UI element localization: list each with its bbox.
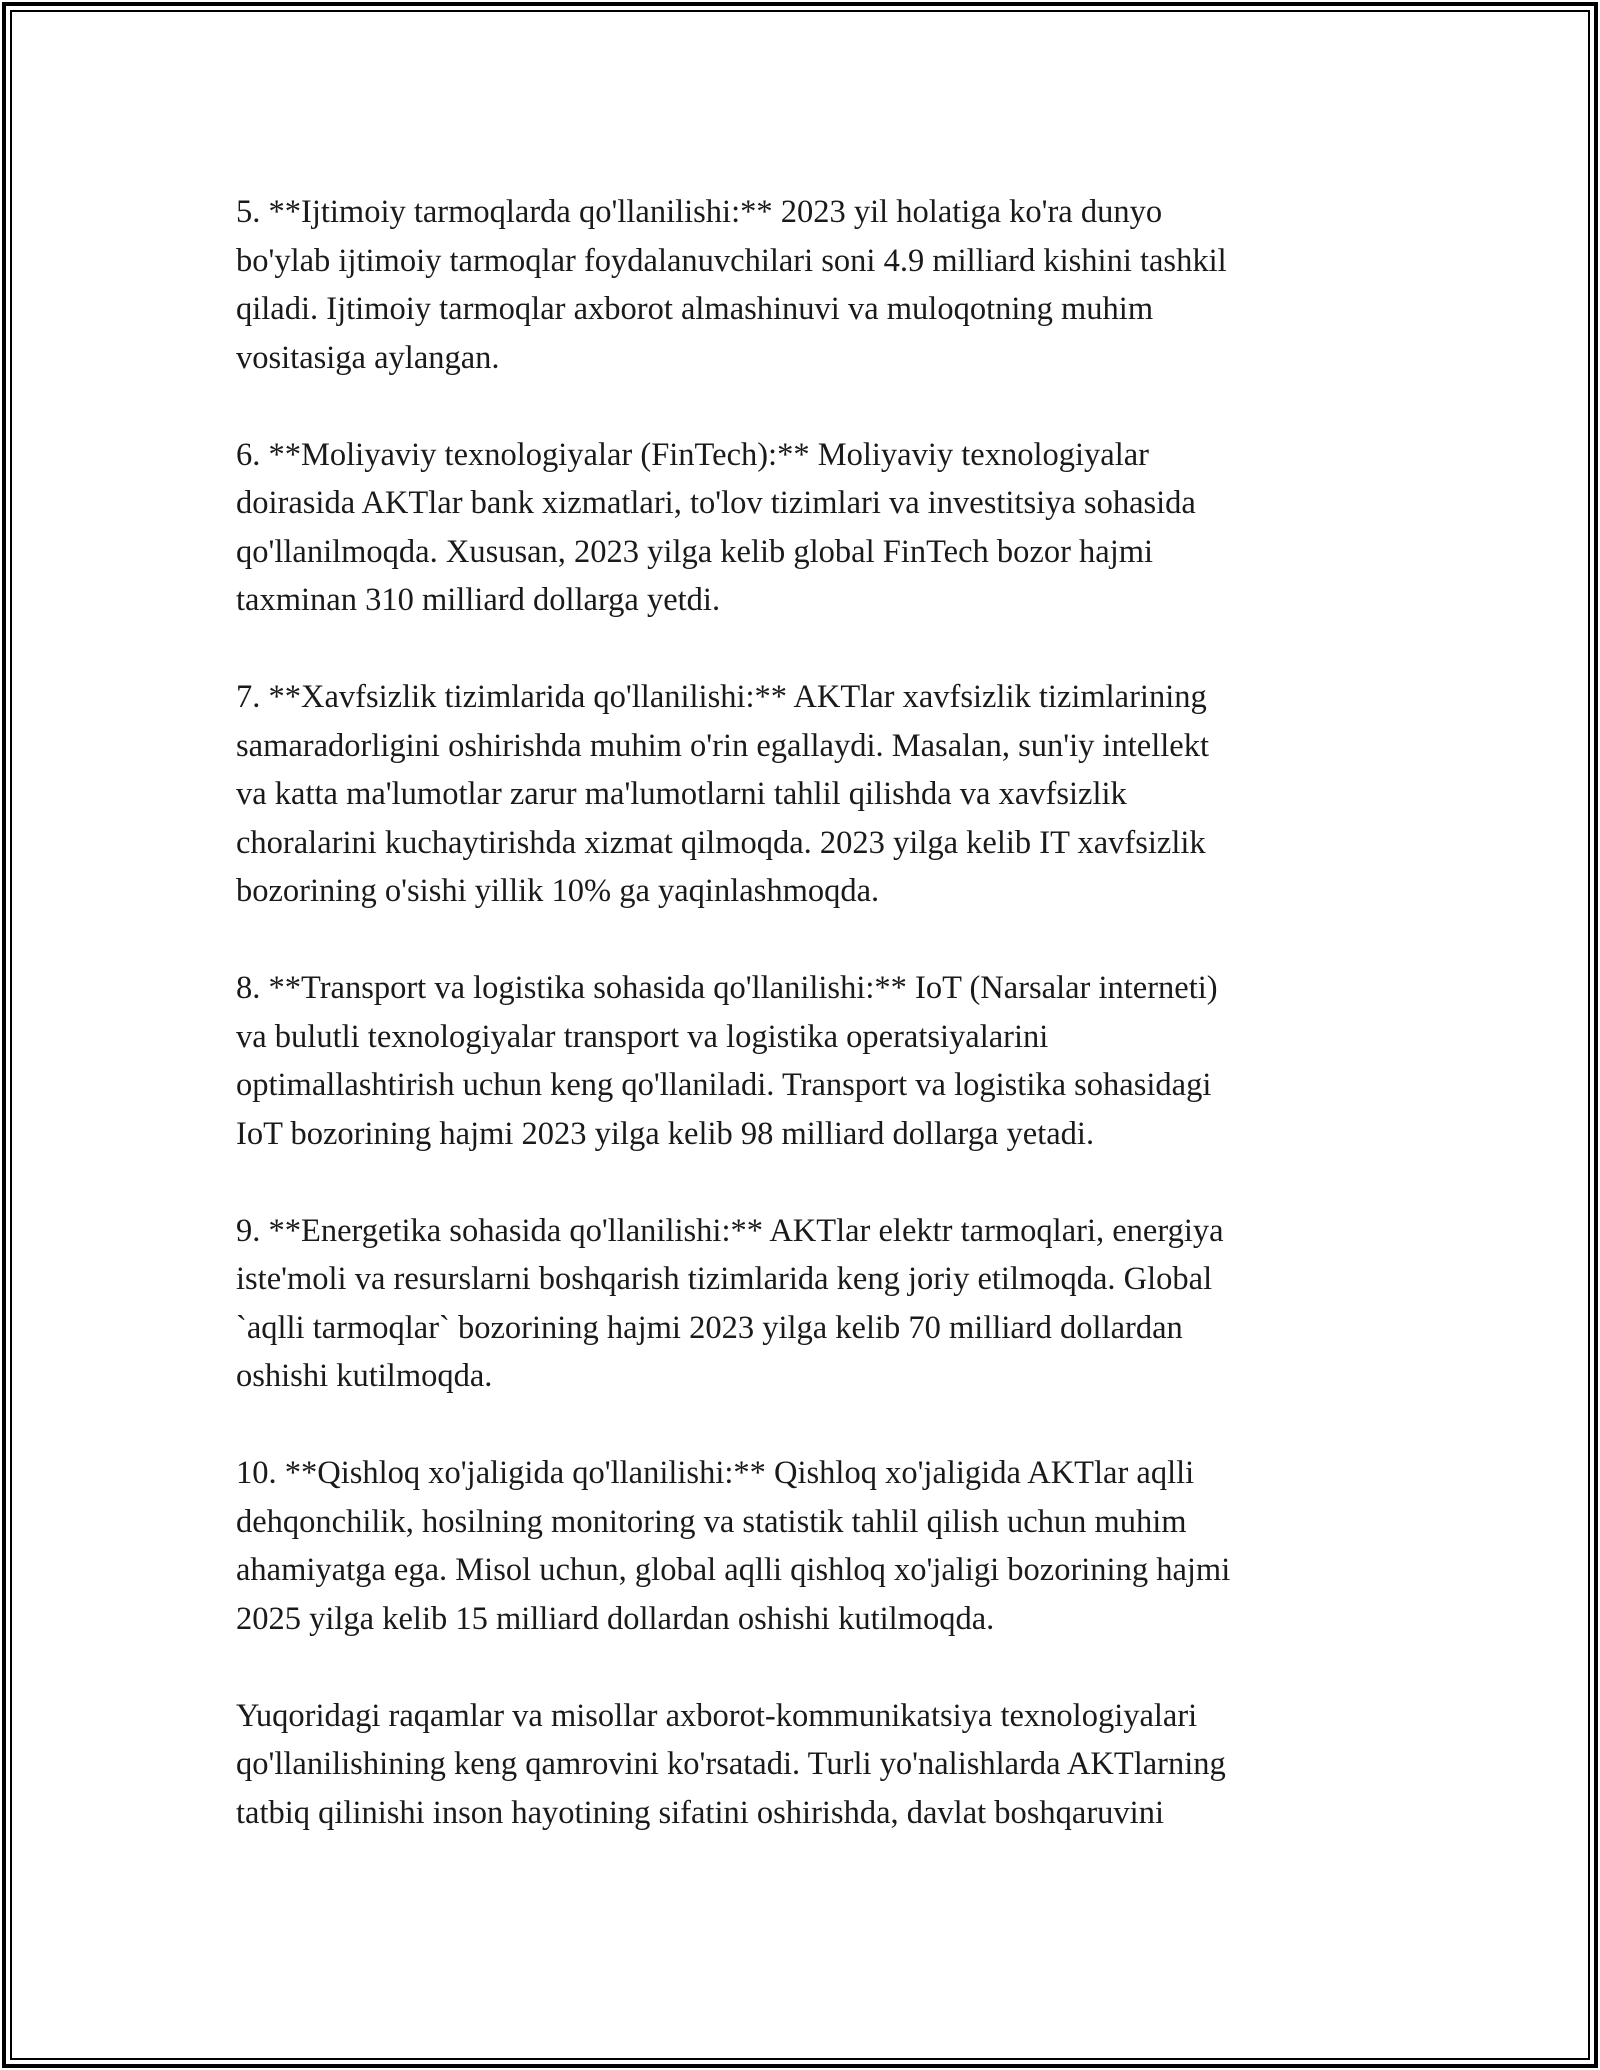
document-body <box>236 188 1376 1886</box>
paragraph-security-systems: 7. **Xavfsizlik tizimlarida qo'llanilishi:** AKTlar xavfsizlik tizimlarining samaradorligini oshirishda muhim o'rin egallaydi. Masalan, sun'iy intellekt va katta ma'lumotlar zarur ma'lumotlarni tahlil qilishda va xavfsizlik choralarini kuchaytirishda xizmat qilmoqda. 2023 yilga kelib IT xavfsizlik bozorining o'sishi yillik 10% ga yaqinlashmoqda. <box>236 679 1209 909</box>
paragraph-conclusion: Yuqoridagi raqamlar va misollar axborot-kommunikatsiya texnologiyalari qo'llanilishining keng qamrovini ko'rsatadi. Turli yo'nalishlarda AKTlarning tatbiq qilinishi inson hayotining sifatini oshirishda, davlat boshqaruvini <box>236 1697 1226 1831</box>
paragraph-fintech: 6. **Moliyaviy texnologiyalar (FinTech):** Moliyaviy texnologiyalar doirasida AKTlar bank xizmatlari, to'lov tizimlari va investitsiya sohasida qo'llanilmoqda. Xususan, 2023 yilga kelib global FinTech bozor hajmi taxminan 310 milliard dollarga yetdi. <box>236 436 1196 618</box>
paragraph-social-networks: 5. **Ijtimoiy tarmoqlarda qo'llanilishi:** 2023 yil holatiga ko'ra dunyo bo'ylab ijtimoiy tarmoqlar foydalanuvchilari soni 4.9 milliard kishini tashkil qiladi. Ijtimoiy tarmoqlar axborot almashinuvi va muloqotning muhim vositasiga aylangan. <box>236 194 1227 376</box>
paragraph-agriculture: 10. **Qishloq xo'jaligida qo'llanilishi:** Qishloq xo'jaligida AKTlar aqlli dehqonchilik, hosilning monitoring va statistik tahlil qilish uchun muhim ahamiyatga ega. Misol uchun, global aqlli qishloq xo'jaligi bozorining hajmi 2025 yilga kelib 15 milliard dollardan oshishi kutilmoqda. <box>236 1455 1231 1637</box>
paragraph-energy: 9. **Energetika sohasida qo'llanilishi:** AKTlar elektr tarmoqlari, energiya iste'moli va resurslarni boshqarish tizimlarida keng joriy etilmoqda. Global `aqlli tarmoqlar` bozorining hajmi 2023 yilga kelib 70 milliard dollardan oshishi kutilmoqda. <box>236 1212 1224 1394</box>
paragraph-transport-logistics: 8. **Transport va logistika sohasida qo'llanilishi:** IoT (Narsalar interneti) va bulutli texnologiyalar transport va logistika operatsiyalarini optimallashtirish uchun keng qo'llaniladi. Transport va logistika sohasidagi IoT bozorining hajmi 2023 yilga kelib 98 milliard dollarga yetadi. <box>236 970 1218 1152</box>
